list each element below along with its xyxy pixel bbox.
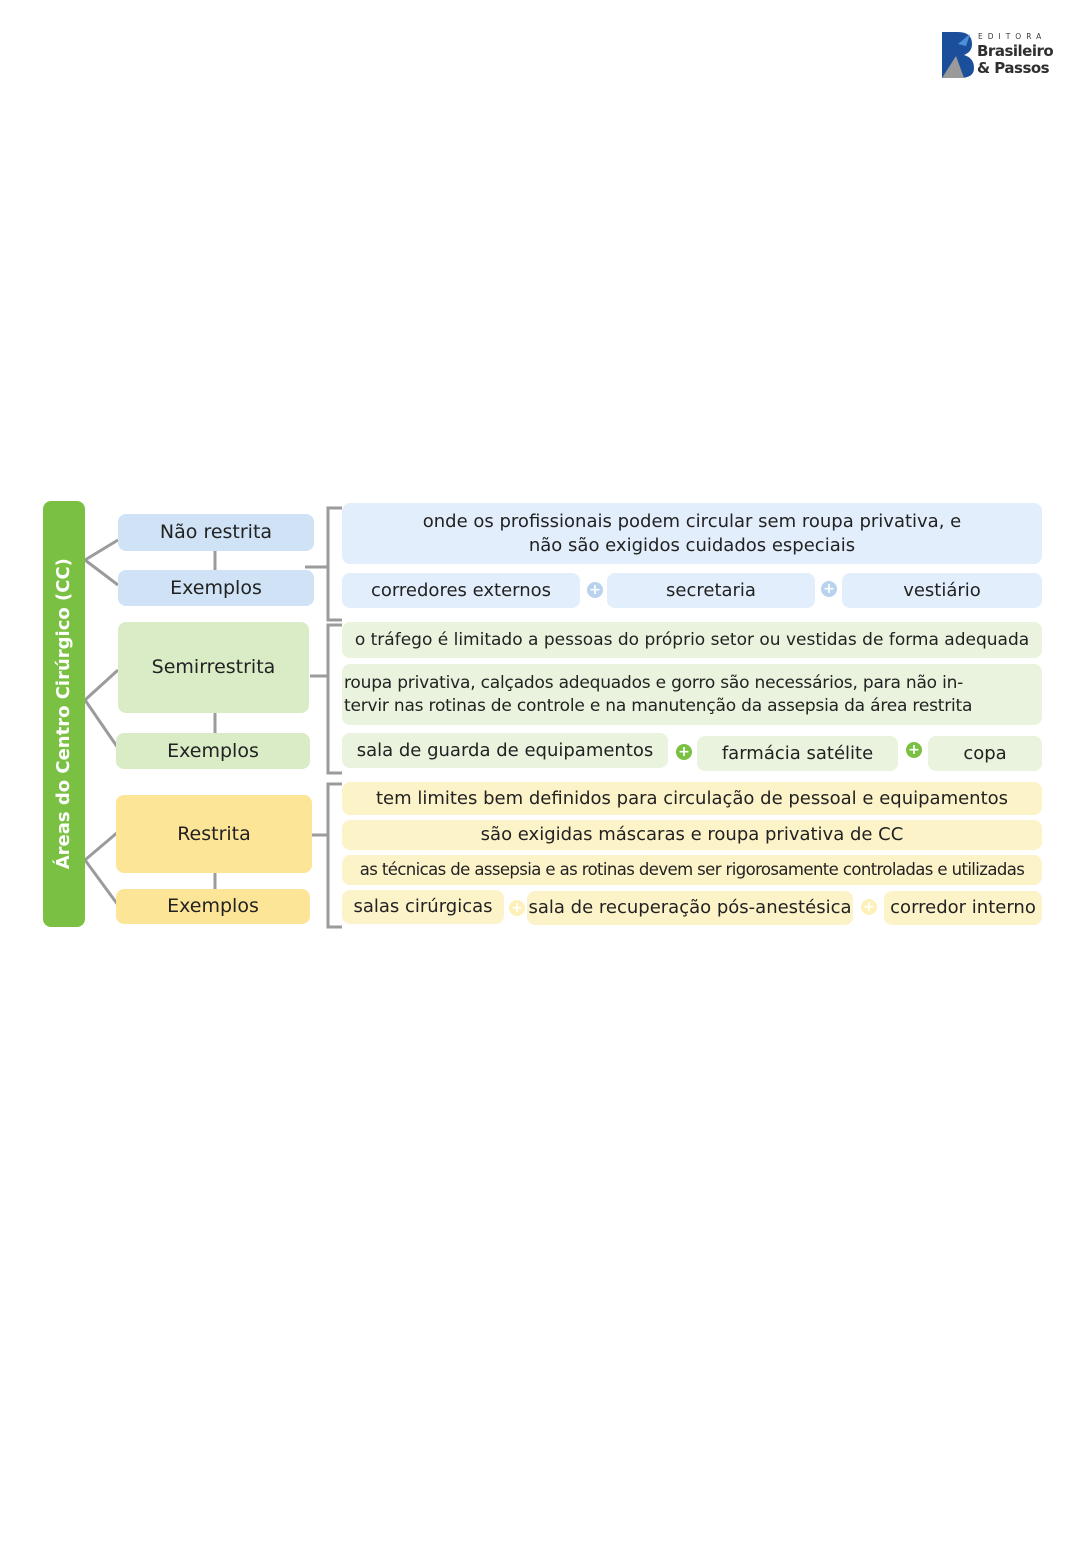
description-text: tem limites bem definidos para circulação de pessoal e equipamentos	[375, 787, 1009, 809]
example-item	[928, 736, 1042, 771]
example-item	[342, 573, 580, 608]
description-text: são exigidas máscaras e roupa privativa de CC	[480, 824, 904, 846]
example-item	[527, 891, 853, 925]
example-item	[607, 573, 815, 608]
root-label: Áreas do Centro Cirúrgico (CC)	[53, 558, 75, 870]
description-text: onde os profissionais podem circular sem roupa privativa, e não são exigidos cuidados especiais	[422, 511, 962, 556]
examples-label-nao-restrita	[118, 570, 314, 606]
bracket-semirrestrita	[328, 625, 342, 773]
example-text: copa	[963, 742, 1007, 764]
example-text: farmácia satélite	[721, 742, 874, 764]
category-nao-restrita	[118, 514, 314, 551]
example-text: corredor interno	[890, 897, 1036, 919]
examples-label: Exemplos	[170, 576, 262, 599]
example-item	[697, 736, 898, 771]
example-item	[884, 891, 1042, 925]
category-label: Semirrestrita	[151, 656, 276, 679]
plus-icon: +	[587, 582, 603, 598]
description-semirrestrita	[342, 664, 1042, 725]
examples-label: Exemplos	[167, 739, 259, 762]
description-text: as técnicas de assepsia e as rotinas devem ser rigorosamente controladas e utilizadas	[359, 860, 1025, 880]
example-item	[342, 890, 504, 924]
example-text: salas cirúrgicas	[353, 896, 493, 918]
description-semirrestrita	[342, 622, 1042, 658]
plus-icon: +	[861, 899, 877, 915]
examples-label: Exemplos	[167, 895, 259, 918]
example-item	[842, 573, 1042, 608]
logo-brand-line2: & Passos	[977, 59, 1050, 77]
connector-line	[85, 860, 118, 905]
example-text: sala de recuperação pós-anestésica	[528, 897, 852, 919]
example-text: secretaria	[666, 579, 756, 601]
bracket-restrita	[328, 784, 342, 927]
plus-icon: +	[676, 744, 692, 760]
description-text: roupa privativa, calçados adequados e gorro são necessários, para não in- tervir nas rotinas de controle e na manutenção da assepsia da área restrita	[344, 673, 973, 716]
example-item	[342, 733, 668, 768]
plus-icon: +	[821, 581, 837, 597]
bracket-nao-restrita	[328, 508, 342, 620]
examples-label-semirrestrita	[116, 733, 310, 769]
description-restrita	[342, 820, 1042, 850]
connector-line	[85, 832, 118, 860]
connector-line	[85, 670, 118, 700]
logo-brand-line1: Brasileiro	[977, 42, 1054, 60]
description-restrita	[342, 782, 1042, 815]
example-text: vestiário	[903, 579, 981, 601]
description-restrita	[342, 855, 1042, 885]
description-text: o tráfego é limitado a pessoas do próprio setor ou vestidas de forma adequada	[354, 629, 1030, 650]
category-label: Não restrita	[159, 521, 273, 544]
examples-label-restrita	[116, 889, 310, 924]
description-nao-restrita	[342, 503, 1042, 564]
connector-line	[85, 540, 118, 560]
plus-icon: +	[906, 742, 922, 758]
category-restrita	[116, 795, 312, 873]
connector-line	[85, 560, 118, 585]
category-semirrestrita	[118, 622, 309, 713]
example-text: corredores externos	[370, 579, 552, 601]
category-label: Restrita	[177, 822, 251, 845]
example-text: sala de guarda de equipamentos	[356, 739, 654, 761]
root-node	[43, 501, 85, 927]
connector-line	[85, 700, 118, 748]
logo-editora-text: EDITORA	[978, 32, 1047, 41]
plus-icon: +	[509, 900, 525, 916]
